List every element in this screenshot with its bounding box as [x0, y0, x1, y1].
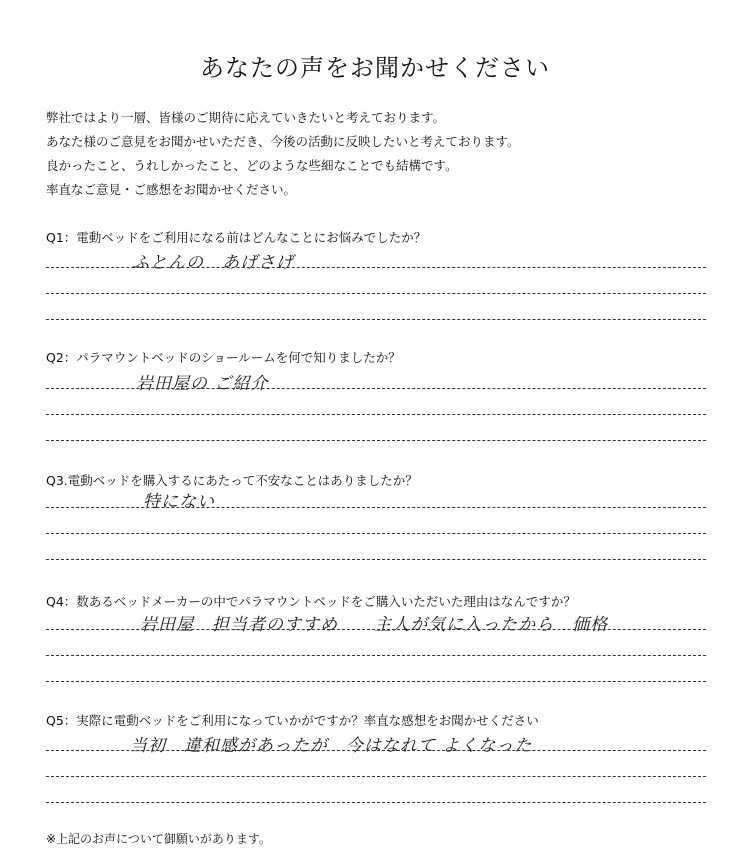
intro-line: あなた様のご意見をお聞かせいただき、今後の活動に反映したいと考えております。 [46, 134, 520, 149]
question-2-answer: 岩田屋の ご紹介 [136, 374, 269, 394]
answer-line [46, 655, 706, 656]
answer-line [46, 388, 706, 389]
intro-line: 率直なご意見・ご感想をお聞かせください。 [46, 182, 297, 197]
question-4-label: Q4：数あるベッドメーカーの中でパラマウントベッドをご購入いただいた理由はなんですか？ [46, 594, 576, 609]
page-title: あなたの声をお聞かせください [200, 54, 550, 82]
question-1-label: Q1：電動ベッドをご利用になる前はどんなことにお悩みでしたか？ [46, 230, 427, 245]
answer-line [46, 533, 706, 534]
question-3-answer: 特にない [143, 492, 215, 512]
answer-line [46, 414, 706, 415]
answer-line [46, 507, 706, 508]
answer-line [46, 559, 706, 560]
answer-line [46, 802, 706, 803]
answer-line [46, 440, 706, 441]
answer-line [46, 629, 706, 630]
intro-line: 良かったこと、うれしかったこと、どのような些細なことでも結構です。 [46, 158, 458, 173]
question-2-label: Q2：パラマウントベッドのショールームを何で知りましたか？ [46, 350, 401, 365]
question-3-label: Q3.電動ベッドを購入するにあたって不安なことはありましたか？ [46, 473, 418, 488]
answer-line [46, 681, 706, 682]
answer-line [46, 293, 706, 294]
question-4-answer: 岩田屋 担当者のすすめ 主人が気に入ったから 価格 [140, 615, 609, 635]
answer-line [46, 776, 706, 777]
answer-line [46, 750, 706, 751]
intro-line: 弊社ではより一層、皆様のご期待に応えていきたいと考えております。 [46, 110, 446, 125]
intro-paragraph [46, 106, 520, 202]
question-1-answer: ふとんの あげさげ [132, 253, 294, 273]
footer-note: ※上記のお声について御願いがあります。 [46, 832, 271, 846]
answer-line [46, 319, 706, 320]
answer-line [46, 267, 706, 268]
question-5-answer: 当初 違和感があったが 今はなれて よくなった [130, 736, 533, 756]
question-5-label: Q5：実際に電動ベッドをご利用になっていかがですか？率直な感想をお聞かせください [46, 713, 539, 728]
